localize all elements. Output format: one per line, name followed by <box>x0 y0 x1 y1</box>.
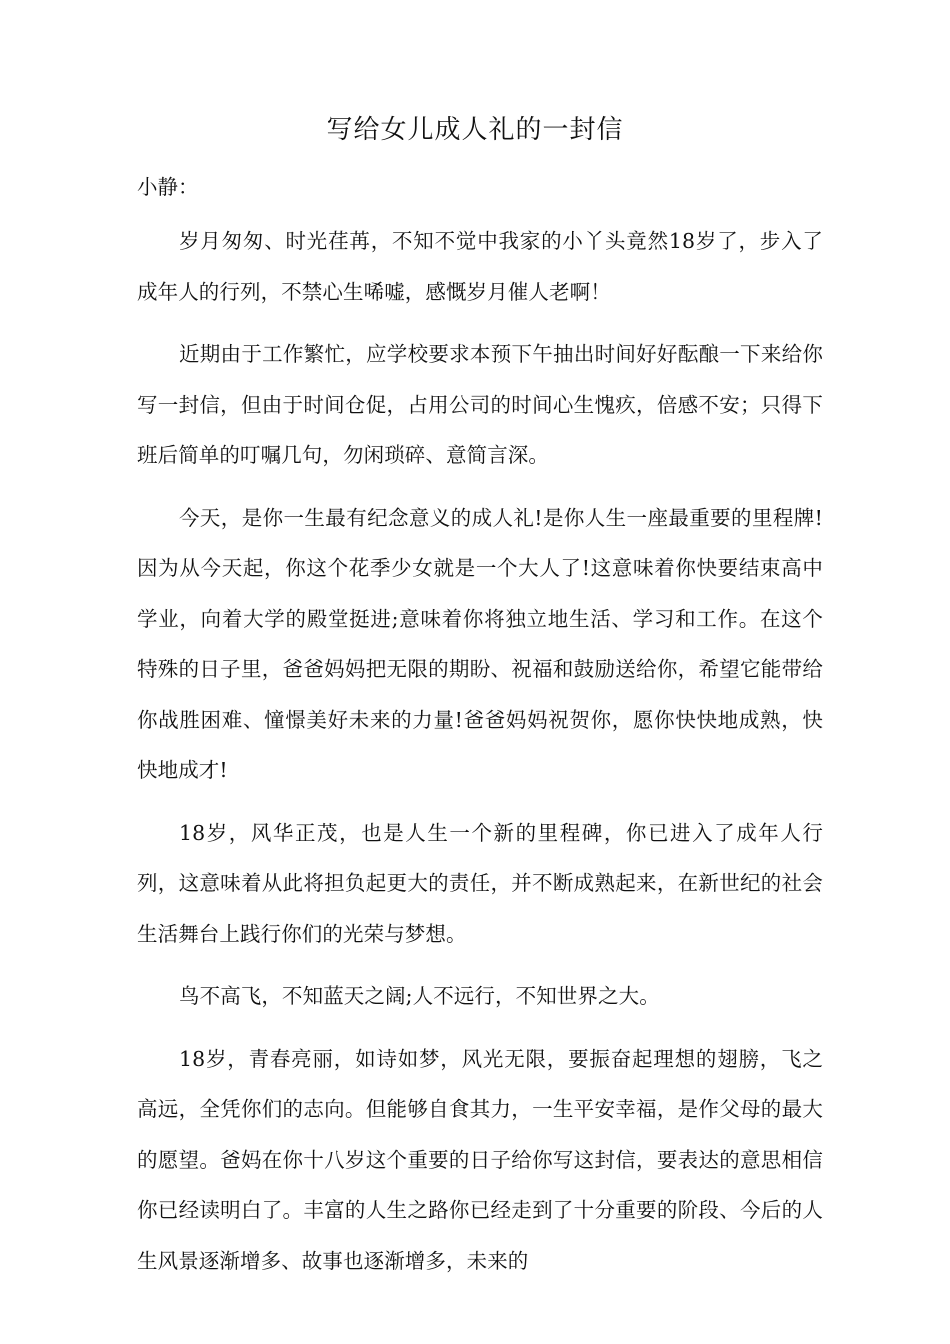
letter-body <box>137 168 823 1298</box>
paragraph-6: 18岁，青春亮丽，如诗如梦，风光无限，要振奋起理想的翅膀，飞之高远，全凭你们的志向。但能够自食其力，一生平安幸福，是作父母的最大的愿望。爸妈在你十八岁这个重要的日子给你写这封信，要表达的意思相信你已经读明白了。丰富的人生之路你已经走到了十分重要的阶段、今后的人生风景逐渐增多、故事也逐渐增多，未来的 <box>137 1046 823 1273</box>
paragraph-1: 岁月匆匆、时光荏苒，不知不觉中我家的小丫头竟然18岁了，步入了成年人的行列，不禁心生唏嘘，感慨岁月催人老啊！ <box>137 229 823 304</box>
paragraph-4: 18岁，风华正茂，也是人生一个新的里程碑，你已进入了成年人行列，这意味着从此将担负起更大的责任，并不断成熟起来，在新世纪的社会生活舞台上践行你们的光荣与梦想。 <box>137 820 823 946</box>
paragraph-2: 近期由于工作繁忙，应学校要求本预下午抽出时间好好酝酿一下来给你写一封信，但由于时间仓促，占用公司的时间心生愧疚，倍感不安；只得下班后简单的叮嘱几句，勿闲琐碎、意简言深。 <box>137 342 823 467</box>
paragraph-5: 鸟不高飞，不知蓝天之阔;人不远行，不知世界之大。 <box>179 984 660 1008</box>
paragraph-3: 今天，是你一生最有纪念意义的成人礼!是你人生一座最重要的里程牌!因为从今天起，你这个花季少女就是一个大人了!这意味着你快要结束高中学业，向着大学的殿堂挺进;意味着你将独立地生活、学习和工作。在这个特殊的日子里，爸爸妈妈把无限的期盼、祝福和鼓励送给你，希望它能带给你战胜困难、憧憬美好未来的力量!爸爸妈妈祝贺你，愿你快快地成熟，快快地成才! <box>137 505 823 782</box>
document-title: 写给女儿成人礼的一封信 <box>326 115 624 145</box>
letter-salutation: 小静： <box>137 175 199 199</box>
